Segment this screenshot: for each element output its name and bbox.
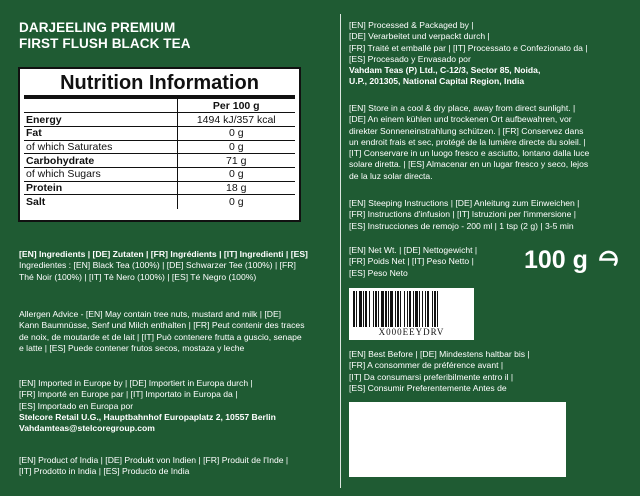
nutrition-header-row (24, 99, 295, 113)
table-row (24, 181, 295, 195)
storage-block (349, 103, 634, 182)
net-weight-quantity: 100 g (524, 246, 588, 274)
nutrient-name: of which Saturates (24, 140, 177, 154)
importer-line: [ES] Importado en Europa por (19, 400, 134, 411)
packager-address: Vahdam Teas (P) Ltd., C-12/3, Sector 85, Noida, (349, 65, 541, 76)
table-row (24, 195, 295, 209)
allergen-line: de noix, de moutarde et de lait | [IT] Può contenere frutta a guscio, senape (19, 331, 302, 342)
nutrient-value: 0 g (177, 140, 295, 154)
importer-line: [EN] Imported in Europe by | [DE] Importiert in Europa durch | (19, 378, 253, 388)
ingredients-line: Thé Noir (100%) | [IT] Tè Nero (100%) | [ES] Té Negro (100%) (19, 271, 257, 282)
importer-address: Stelcore Retail U.G., Hauptbahnhof Europaplatz 2, 10557 Berlin (19, 411, 276, 422)
storage-line: [IT] Conservare in un luogo fresco e asciutto, lontano dalla luce (349, 148, 590, 159)
ingredients-line: [EN] Ingredients | [DE] Zutaten | [FR] Ingrédients | [IT] Ingredienti | [ES] (19, 249, 308, 259)
packager-block (349, 20, 634, 88)
table-row (24, 154, 295, 168)
best-before-date-box (349, 402, 566, 477)
nutrient-value: 0 g (177, 126, 295, 140)
table-row (24, 167, 295, 181)
allergen-line: Kann Baumnüsse, Senf und Milch enthalten | [FR] Peut contenir des traces (19, 320, 305, 331)
best-before-line: [FR] A consommer de préférence avant | (349, 360, 504, 371)
net-weight-block (349, 245, 519, 279)
table-row (24, 140, 295, 154)
best-before-line: [IT] Da consumarsi preferibilmente entro il | (349, 371, 514, 382)
barcode-bars (353, 291, 470, 327)
allergen-line: e latte | [ES] Puede contener frutos secos, mostaza y leche (19, 342, 245, 353)
nutrient-name: Salt (26, 195, 46, 208)
best-before-block (349, 349, 634, 394)
nutrient-value: 0 g (177, 195, 295, 209)
packager-line: [ES] Procesado y Envasado por (349, 53, 471, 64)
product-title-line-1: DARJEELING PREMIUM (19, 20, 176, 35)
table-row (24, 126, 295, 140)
storage-line: solare diretta. | [ES] Almacenar en un lugar fresco y seco, lejos (349, 159, 589, 170)
best-before-line: [ES] Consumir Preferentemente Antes de (349, 382, 507, 393)
barcode-code: X000EEYDRV (378, 327, 445, 337)
nutrient-value: 0 g (177, 167, 295, 181)
storage-line: de la luz solar directa. (349, 170, 433, 181)
nutrition-header-blank (24, 99, 177, 113)
barcode (349, 288, 474, 340)
packager-address: U.P., 201305, National Capital Region, India (349, 76, 525, 87)
nutrient-value: 1494 kJ/357 kcal (177, 113, 295, 127)
nutrient-name: Protein (24, 181, 177, 195)
importer-email: Vahdamteas@stelcoregroup.com (19, 423, 155, 434)
steeping-block (349, 198, 634, 232)
packager-line: [FR] Traité et emballé par | [IT] Processato e Confezionato da | (349, 42, 588, 53)
nutrition-table (24, 99, 295, 209)
nutrition-per-label: Per 100 g (177, 99, 295, 113)
product-title-line-2: FIRST FLUSH BLACK TEA (19, 36, 191, 51)
ingredients-line: Ingredientes : [EN] Black Tea (100%) | [DE] Schwarzer Tee (100%) | [FR] (19, 260, 296, 271)
nutrient-name: of which Sugars (24, 167, 177, 181)
steeping-line: [EN] Steeping Instructions | [DE] Anleitung zum Einweichen | (349, 198, 580, 208)
net-weight-line: [ES] Peso Neto (349, 267, 408, 278)
nutrient-value: 18 g (177, 181, 295, 195)
packager-line: [EN] Processed & Packaged by | (349, 20, 474, 30)
packager-line: [DE] Verarbeitet und verpackt durch | (349, 31, 490, 42)
importer-block (19, 378, 337, 434)
origin-line: [EN] Product of India | [DE] Produkt von Indien | [FR] Produit de l'Inde | (19, 455, 289, 465)
storage-line: [EN] Store in a cool & dry place, away from direct sunlight. | (349, 103, 576, 113)
storage-line: un endroit frais et sec, protégé de la lumière directe du soleil. | (349, 136, 586, 147)
allergen-line: Allergen Advice - [EN] May contain tree nuts, mustard and milk | [DE] (19, 309, 282, 319)
storage-line: [DE] An einem kühlen und trockenen Ort aufbewahren, vor (349, 114, 572, 125)
product-title (19, 20, 319, 52)
importer-line: [FR] Importé en Europe par | [IT] Importato in Europa da | (19, 389, 238, 400)
nutrition-panel (18, 67, 301, 222)
ingredients-block (19, 249, 337, 283)
e-mark-icon (596, 247, 621, 272)
barcode-bar (438, 291, 440, 327)
best-before-line: [EN] Best Before | [DE] Mindestens haltbar bis | (349, 349, 530, 359)
origin-line: [IT] Prodotto in India | [ES] Producto de India (19, 466, 190, 477)
nutrition-title: Nutrition Information (24, 72, 295, 99)
allergen-block (19, 309, 337, 354)
origin-block (19, 455, 337, 478)
steeping-line: [FR] Instructions d'infusion | [IT] Istruzioni per l'immersione | (349, 209, 576, 220)
nutrient-name: Fat (24, 126, 177, 140)
column-divider (340, 14, 341, 488)
nutrient-name: Energy (24, 113, 177, 127)
steeping-line: [ES] Instrucciones de remojo - 200 ml | 1 tsp (2 g) | 3-5 min (349, 220, 574, 231)
nutrient-name: Carbohydrate (24, 154, 177, 168)
net-weight-line: [FR] Poids Net | [IT] Peso Netto | (349, 256, 474, 267)
nutrient-value: 71 g (177, 154, 295, 168)
table-row (24, 113, 295, 127)
net-weight-line: [EN] Net Wt. | [DE] Nettogewicht | (349, 245, 478, 255)
storage-line: direkter Sonneneinstrahlung schützen. | [FR] Conservez dans (349, 125, 584, 136)
